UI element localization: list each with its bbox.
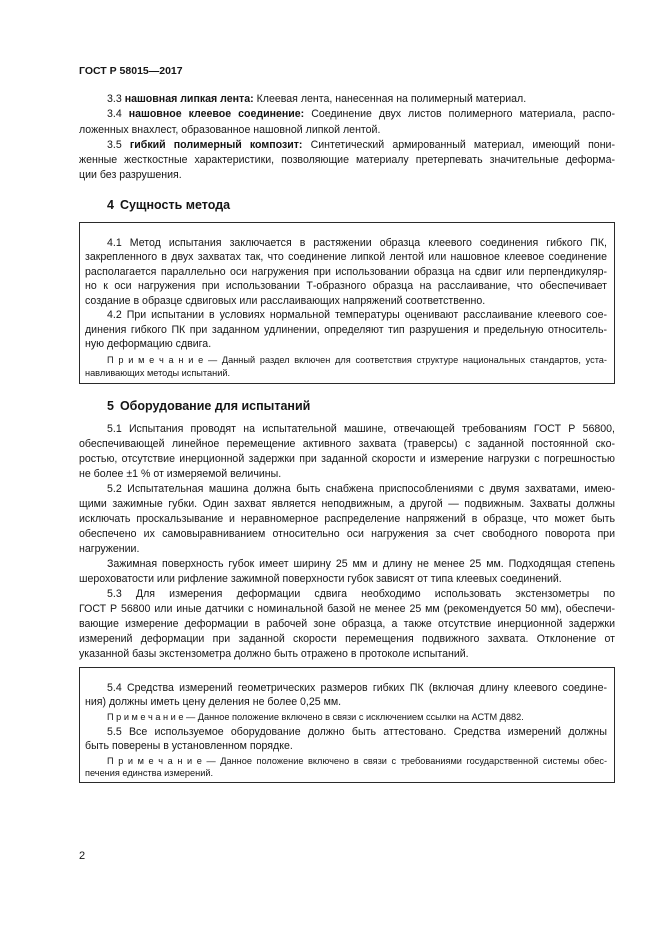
text-line: обеспечивающей линейное перемещение активного захвата (траверсы) с заданной постоянной ско- xyxy=(79,437,615,450)
section-5-body xyxy=(79,422,615,662)
note xyxy=(85,711,607,723)
document-code-text: ГОСТ Р 58015—2017 xyxy=(79,65,183,77)
section-title: Оборудование для испытаний xyxy=(119,399,311,413)
clause-5-3 xyxy=(79,587,615,662)
clause-4-2 xyxy=(85,308,607,352)
term: нашовная липкая лента: xyxy=(124,93,254,105)
text-line: ния) должны иметь цену деления не более 0,25 мм. xyxy=(85,696,342,708)
section-number: 4 xyxy=(107,198,114,212)
text-line: но к оси нагружения при использовании Т-образного образца на расслаивание, что обеспечивает xyxy=(85,280,607,292)
note xyxy=(85,354,607,380)
text-line: Зажимная поверхность губок имеет ширину 25 мм и длину не менее 25 мм. Подходящая степень xyxy=(107,557,615,570)
note-text: — Данный раздел включен для соответствия структуре национальных стандартов, уста- xyxy=(207,354,607,365)
text-line: 5.3 Для измерения деформации сдвига необходимо использовать экстензометры по xyxy=(107,587,615,600)
text-line: шероховатости или рифление зажимной поверхности губок зависят от типа клеевых соединений. xyxy=(79,572,562,585)
definition-text: Синтетический армированный материал, имеющий пони- xyxy=(310,138,615,151)
term: нашовное клеевое соединение: xyxy=(128,108,305,121)
text-line: ную деформацию сдвига. xyxy=(85,338,212,350)
text-line: 5.1 Испытания проводят на испытательной машине, отвечающей требованиям ГОСТ Р 56800, xyxy=(107,422,615,435)
definitions xyxy=(79,92,615,184)
clause-number: 3.4 xyxy=(107,108,122,121)
page-number xyxy=(79,848,615,864)
text-line: щими зажимные губки. Один захват является неподвижным, а другой — подвижным. Захваты должны xyxy=(79,497,615,510)
text-line: нагружении. xyxy=(79,542,140,555)
section-heading-4 xyxy=(79,196,615,214)
term: гибкий полимерный композит: xyxy=(129,138,303,151)
text-line: не более ±1 % от измеряемой величины. xyxy=(79,467,282,480)
clause-5-1 xyxy=(79,422,615,482)
text-line: 5.4 Средства измерений геометрических размеров гибких ПК (включая длину клеевого соедине- xyxy=(107,681,607,694)
definition-text: Клеевая лента, нанесенная на полимерный материал. xyxy=(256,93,527,105)
definition-3-4 xyxy=(79,107,615,122)
text-line: динения гибкого ПК при заданном удлинении, определяют тип разрушения и предельную относитель- xyxy=(85,323,607,336)
text-line: женные жесткостные характеристики, позволяющие материалу претерпевать значительные деформа- xyxy=(79,154,615,167)
framed-block-section-5 xyxy=(79,667,615,783)
note-line xyxy=(85,354,607,367)
definition-text: Соединение двух листов полимерного материала, распо- xyxy=(311,108,615,121)
section-number: 5 xyxy=(107,399,114,413)
section-heading-5 xyxy=(79,397,615,415)
text-line: 5.2 Испытательная машина должна быть снабжена приспособлениями с двумя захватами, имею- xyxy=(107,482,615,495)
note-label: П р и м е ч а н и е xyxy=(107,354,204,365)
text-line: ции без разрушения. xyxy=(79,169,182,182)
text-line: измерений деформации при заданной скорости перемещения подвижного захвата. Отклонение от xyxy=(79,632,615,645)
text-line: указанной базы экстензометра должно быть отражено в протоколе испытаний. xyxy=(79,647,469,660)
text-line: ростью, отсутствие инерционной задержки при заданной скорости и измерение нагрузки с погрешностью xyxy=(79,452,615,465)
note-text: — Данное положение включено в связи с требованиями государственной системы обес- xyxy=(206,756,607,766)
clause-5-2 xyxy=(79,482,615,557)
text-line: обеспечено их самовыравниванием относительно оси нагружения за счет свободного поворота при xyxy=(79,527,615,540)
text-line: располагается параллельно оси нагружения при использовании образца на сдвиг или перпендикуляр- xyxy=(85,265,607,278)
note-label: П р и м е ч а н и е xyxy=(107,756,202,766)
clause-5-4 xyxy=(85,681,607,710)
clause-4-1 xyxy=(85,236,607,309)
note-line: печения единства измерений. xyxy=(85,768,214,778)
paragraph-clamp-surface xyxy=(79,557,615,587)
clause-5-5 xyxy=(85,725,607,754)
text-line: быть поверены в установленном порядке. xyxy=(85,740,293,752)
text-line: исключать проскальзывание и неравномерное распределение напряжений в образце, что может быть xyxy=(79,512,615,525)
note-line xyxy=(85,755,607,767)
text-line: 4.1 Метод испытания заключается в растяжении образца клеевого соединения гибкого ПК, xyxy=(107,236,607,249)
document-code xyxy=(79,63,615,79)
note-text: — Данное положение включено в связи с исключением ссылки на АСТМ Д882. xyxy=(186,712,524,722)
text-line: ГОСТ Р 56800 или иные датчики с номинальной базой не менее 25 мм (рекомендуется 50 мм), обеспечи- xyxy=(79,602,615,615)
definition-3-3 xyxy=(79,92,615,107)
section-title: Сущность метода xyxy=(119,198,231,212)
text-line: вающие измерение деформации в рабочей зоне образца, а также отсутствие инерционной задержки xyxy=(79,617,615,630)
clause-number: 3.3 xyxy=(107,93,122,105)
text-line: создание в образце сдвиговых или расслаивающих напряжений соответственно. xyxy=(85,294,486,307)
text-line: ложенных внахлест, образованное нашовной липкой лентой. xyxy=(79,123,381,136)
text-line: закрепленного в двух захватах так, что соединение липкой лентой или нашовное клеевое соединение xyxy=(85,251,607,263)
text-line: 5.5 Все используемое оборудование должно быть аттестовано. Средства измерений должны xyxy=(107,725,607,738)
text-line: 4.2 При испытании в условиях нормальной температуры оценивают расслаивание клеевого сое- xyxy=(107,309,607,321)
note xyxy=(85,755,607,779)
note-label: П р и м е ч а н и е xyxy=(107,712,184,722)
framed-block-section-4 xyxy=(79,222,615,384)
clause-number: 3.5 xyxy=(107,138,122,151)
page-number-text: 2 xyxy=(79,850,86,862)
definition-3-5 xyxy=(79,138,615,153)
note-line: навливающих методы испытаний. xyxy=(85,367,231,378)
note-line xyxy=(85,711,607,723)
